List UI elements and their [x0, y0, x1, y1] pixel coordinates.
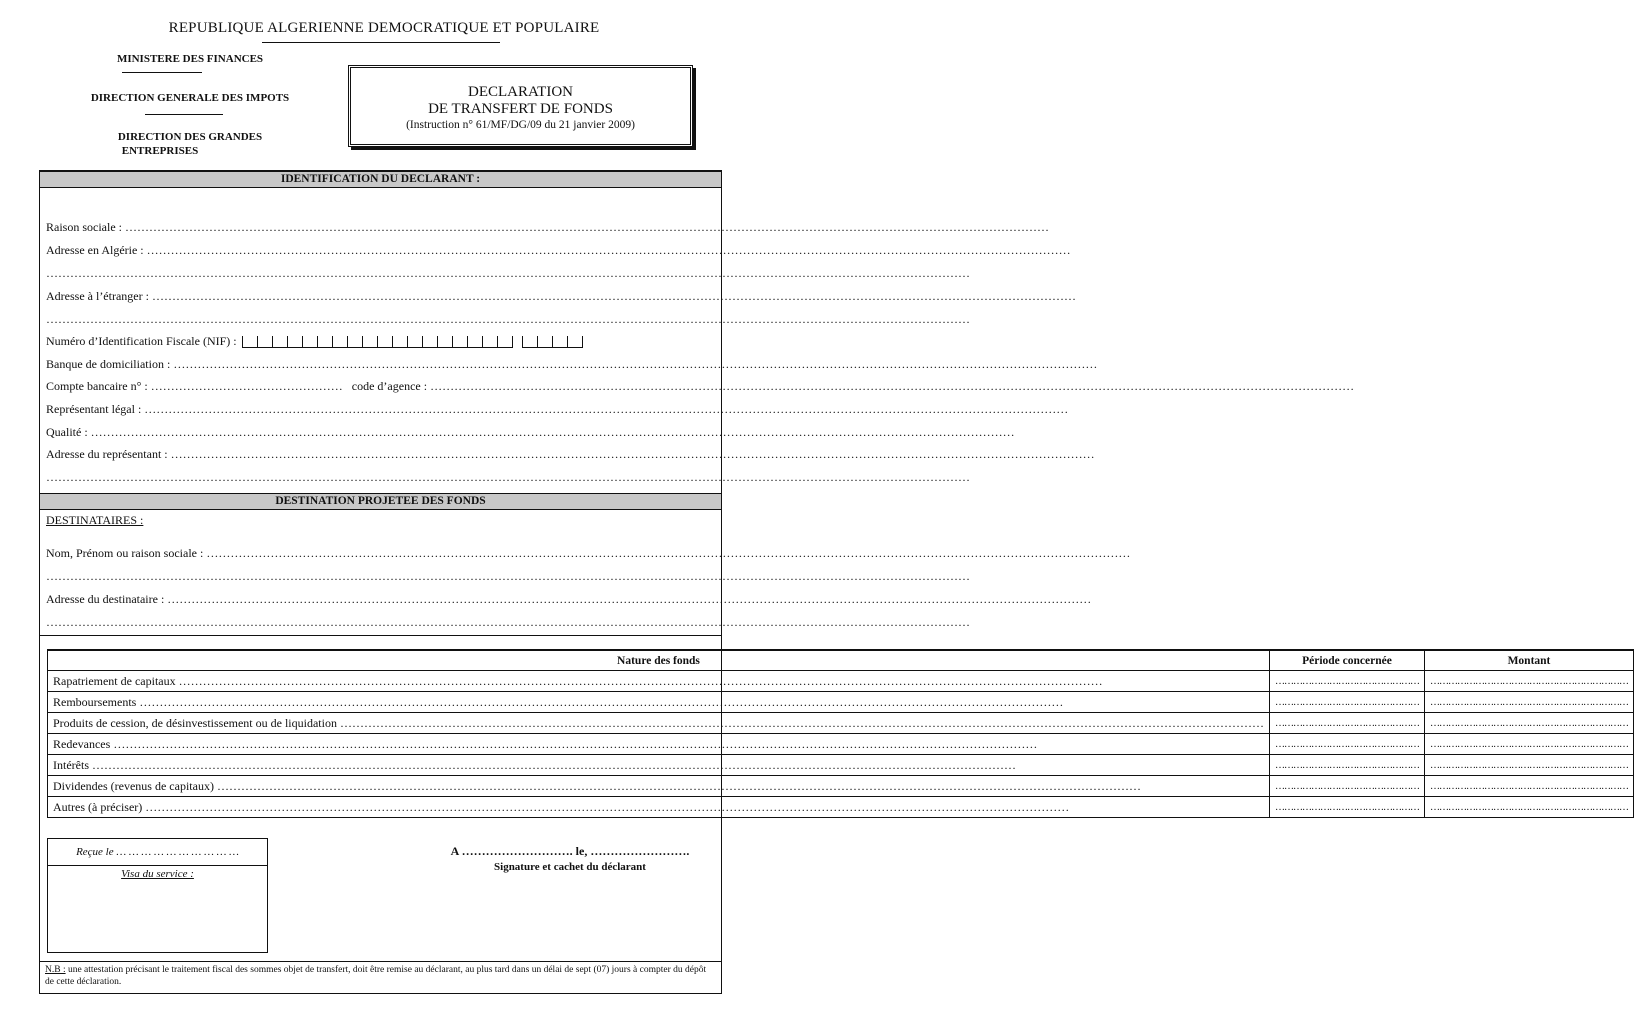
- direction-impots-label: DIRECTION GENERALE DES IMPOTS: [90, 92, 290, 104]
- nature-label: Autres (à préciser): [53, 799, 143, 814]
- visa-service-label: Visa du service :: [121, 868, 194, 880]
- periode-cell[interactable]: …………………………………………: [1269, 797, 1424, 818]
- table-row: [48, 755, 1634, 776]
- raison-sociale-field[interactable]: [46, 220, 718, 235]
- nif-field[interactable]: [46, 334, 718, 349]
- representant-label: Représentant légal :: [46, 402, 142, 416]
- nature-label: Produits de cession, de désinvestissement ou de liquidation: [53, 715, 337, 730]
- periode-cell[interactable]: …………………………………………: [1269, 734, 1424, 755]
- signature-block: [420, 844, 720, 873]
- place-date-field[interactable]: A ………………………. le, …………………….: [450, 844, 690, 858]
- nif-boxes[interactable]: [242, 336, 513, 348]
- declaration-title-box: [348, 65, 693, 147]
- funds-table: [47, 649, 1634, 818]
- recu-le-field[interactable]: Reçue le … … … … … … … … … …: [48, 839, 267, 866]
- periode-cell[interactable]: …………………………………………: [1269, 671, 1424, 692]
- identification-section-header: IDENTIFICATION DU DECLARANT :: [40, 171, 721, 188]
- code-agence-label: code d’agence :: [351, 379, 428, 393]
- periode-cell[interactable]: …………………………………………: [1269, 755, 1424, 776]
- nature-cell: [48, 671, 1270, 692]
- destinataire-adresse-label: Adresse du destinataire :: [46, 592, 165, 606]
- adresse-etranger-field[interactable]: [46, 289, 718, 304]
- direction-entreprises-label-2: ENTREPRISES: [121, 145, 199, 157]
- ministry-label: MINISTERE DES FINANCES: [116, 53, 264, 65]
- banque-label: Banque de domiciliation :: [46, 357, 171, 371]
- nature-label: Rapatriement de capitaux: [53, 673, 176, 688]
- nif-key-boxes[interactable]: [522, 336, 583, 348]
- destinataire-adresse-continuation[interactable]: [46, 615, 718, 630]
- nb-text: une attestation précisant le traitement fiscal des sommes objet de transfert, doit être remise au déclarant, au plus tard dans un délai de sept (07) jours à compter du dépôt de cette déclaration.: [45, 965, 707, 987]
- destinataire-nom-continuation[interactable]: [46, 569, 718, 584]
- qualite-label: Qualité :: [46, 425, 88, 439]
- nature-label: Remboursements: [53, 694, 137, 709]
- adresse-algerie-continuation[interactable]: [46, 266, 718, 281]
- banque-field[interactable]: [46, 357, 718, 372]
- qualite-field[interactable]: [46, 425, 718, 440]
- destinataires-heading: [46, 513, 718, 528]
- nature-label: Redevances: [53, 736, 111, 751]
- nature-label: Dividendes (revenus de capitaux): [53, 778, 214, 793]
- adresse-etranger-label: Adresse à l’étranger :: [46, 289, 149, 303]
- header-periode: Période concernée: [1269, 650, 1424, 671]
- destination-section-header: DESTINATION PROJETEE DES FONDS: [40, 493, 721, 510]
- montant-cell[interactable]: …………………………………………………………: [1424, 797, 1633, 818]
- reception-box: [47, 838, 268, 953]
- nature-cell: [48, 734, 1270, 755]
- title-underline: [262, 42, 500, 43]
- section-divider: [40, 635, 721, 636]
- montant-cell[interactable]: …………………………………………………………: [1424, 713, 1633, 734]
- adresse-algerie-label: Adresse en Algérie :: [46, 243, 144, 257]
- instruction-reference: (Instruction n° 61/MF/DG/09 du 21 janvier 2009): [406, 119, 635, 131]
- destinataire-nom-field[interactable]: [46, 546, 718, 561]
- table-row: [48, 692, 1634, 713]
- table-row: [48, 797, 1634, 818]
- table-row: [48, 671, 1634, 692]
- montant-cell[interactable]: …………………………………………………………: [1424, 734, 1633, 755]
- divider: [122, 72, 202, 73]
- nature-cell: [48, 755, 1270, 776]
- declaration-title: DECLARATION: [468, 84, 573, 100]
- adresse-representant-label: Adresse du représentant :: [46, 447, 168, 461]
- nb-note: [45, 964, 717, 988]
- table-header-row: [48, 650, 1634, 671]
- nature-cell: [48, 797, 1270, 818]
- adresse-representant-continuation[interactable]: [46, 470, 718, 485]
- direction-entreprises-label-1: DIRECTION DES GRANDES: [117, 131, 263, 143]
- representant-field[interactable]: [46, 402, 718, 417]
- table-row: [48, 713, 1634, 734]
- declaration-form: [39, 170, 1628, 994]
- destinataire-adresse-field[interactable]: [46, 592, 718, 607]
- periode-cell[interactable]: …………………………………………: [1269, 713, 1424, 734]
- montant-cell[interactable]: …………………………………………………………: [1424, 755, 1633, 776]
- montant-cell[interactable]: …………………………………………………………: [1424, 776, 1633, 797]
- periode-cell[interactable]: …………………………………………: [1269, 776, 1424, 797]
- periode-cell[interactable]: …………………………………………: [1269, 692, 1424, 713]
- nb-divider: [40, 961, 721, 962]
- nb-label: N.B :: [45, 965, 66, 975]
- republic-title: REPUBLIQUE ALGERIENNE DEMOCRATIQUE ET POPULAIRE: [168, 20, 600, 36]
- nature-cell: [48, 776, 1270, 797]
- compte-label: Compte bancaire n° : …………………………………………: [46, 379, 343, 393]
- adresse-algerie-field[interactable]: [46, 243, 718, 258]
- declaration-subtitle: DE TRANSFERT DE FONDS: [428, 101, 613, 117]
- table-row: [48, 734, 1634, 755]
- header-montant: Montant: [1424, 650, 1633, 671]
- table-row: [48, 776, 1634, 797]
- divider: [145, 114, 223, 115]
- montant-cell[interactable]: …………………………………………………………: [1424, 671, 1633, 692]
- raison-sociale-label: Raison sociale :: [46, 220, 122, 234]
- compte-field[interactable]: [46, 379, 718, 394]
- nature-label: Intérêts: [53, 757, 89, 772]
- destinataires-label: DESTINATAIRES :: [46, 513, 144, 527]
- nif-label: Numéro d’Identification Fiscale (NIF) :: [46, 334, 237, 348]
- signature-label: Signature et cachet du déclarant: [494, 861, 646, 873]
- montant-cell[interactable]: …………………………………………………………: [1424, 692, 1633, 713]
- nature-cell: [48, 713, 1270, 734]
- adresse-etranger-continuation[interactable]: [46, 312, 718, 327]
- adresse-representant-field[interactable]: [46, 447, 718, 462]
- nature-cell: [48, 692, 1270, 713]
- header-nature: Nature des fonds: [48, 650, 1270, 671]
- destinataire-nom-label: Nom, Prénom ou raison sociale :: [46, 546, 204, 560]
